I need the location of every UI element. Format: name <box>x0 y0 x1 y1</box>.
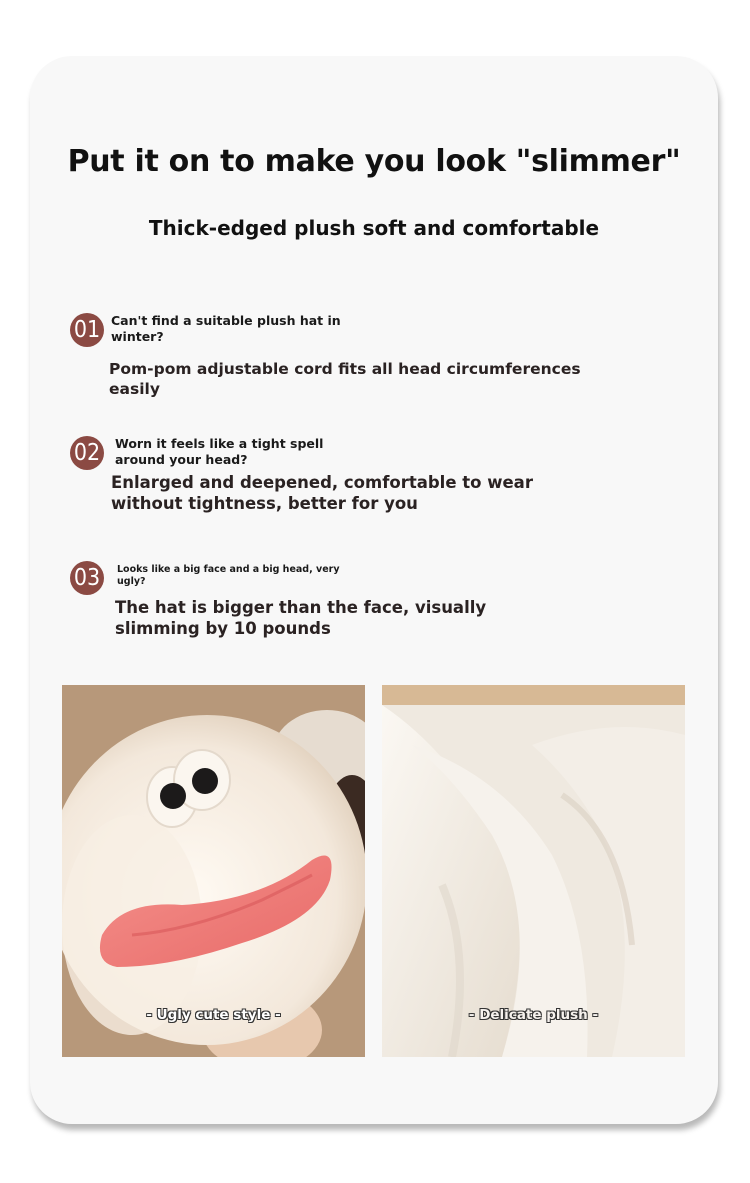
plush-texture-illustration <box>382 685 685 1057</box>
delicate-plush-photo <box>382 685 685 1057</box>
photo-caption: - Ugly cute style - <box>146 1007 281 1023</box>
ugly-cute-style-photo <box>62 685 365 1057</box>
feature-number-badge: 01 <box>70 313 104 347</box>
page-subtitle: Thick-edged plush soft and comfortable <box>148 216 600 240</box>
feature-number-badge: 02 <box>70 436 104 470</box>
page-title: Put it on to make you look "slimmer" <box>67 144 681 179</box>
product-card <box>30 56 718 1124</box>
photo-caption: - Delicate plush - <box>468 1007 599 1023</box>
feature-question: Looks like a big face and a big head, very ugly? <box>117 564 340 587</box>
feature-question: Can't find a suitable plush hat in winter? <box>111 313 341 344</box>
plush-hat-illustration <box>62 685 365 1057</box>
feature-question: Worn it feels like a tight spell around your head? <box>115 436 324 467</box>
feature-answer: Pom-pom adjustable cord fits all head circumferences easily <box>109 360 581 399</box>
feature-number-badge: 03 <box>70 561 104 595</box>
feature-answer: Enlarged and deepened, comfortable to wear without tightness, better for you <box>111 473 533 514</box>
feature-answer: The hat is bigger than the face, visually slimming by 10 pounds <box>115 598 487 639</box>
